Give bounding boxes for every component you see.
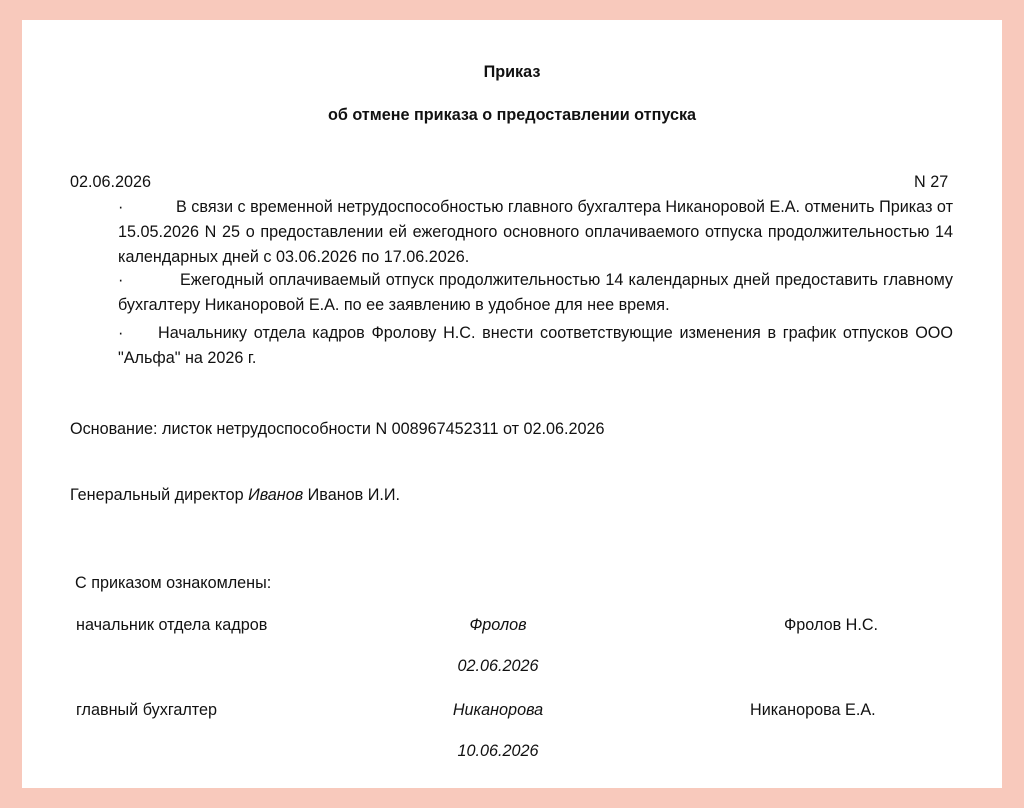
order-item-3 xyxy=(118,321,953,371)
acquainted-date-1: 02.06.2026 xyxy=(457,657,539,675)
director-name: Иванов И.И. xyxy=(307,486,401,504)
order-date: 02.06.2026 xyxy=(70,173,152,191)
order-number: N 27 xyxy=(914,173,949,191)
basis-line: Основание: листок нетрудоспособности N 008967452311 от 02.06.2026 xyxy=(70,420,605,438)
bullet-marker: · xyxy=(118,198,124,216)
acquainted-position-2: главный бухгалтер xyxy=(76,701,218,719)
document-subtitle: об отмене приказа о предоставлении отпуска xyxy=(327,106,697,124)
document-title: Приказ xyxy=(483,63,541,81)
order-item-3-text: Начальнику отдела кадров Фролову Н.С. внести соответствующие изменения в график отпусков ООО "Альфа" на 2026 г. xyxy=(118,324,953,367)
acquainted-position-1: начальник отдела кадров xyxy=(76,616,268,634)
order-item-2-text: Ежегодный оплачиваемый отпуск продолжительностью 14 календарных дней предоставить главному бухгалтеру Никаноровой Е.А. по ее заявлению в удобное для нее время. xyxy=(118,271,953,314)
acquainted-signature-2: Никанорова xyxy=(452,701,544,719)
director-signature: Иванов xyxy=(248,486,304,504)
bullet-marker: · xyxy=(118,271,124,289)
order-item-1-text: В связи с временной нетрудоспособностью главного бухгалтера Никаноровой Е.А. отменить Приказ от 15.05.2026 N 25 о предоставлении ей ежегодного основного оплачиваемого отпуска продолжительностью 14 календарных дней с 03.06.2026 по 17.06.2026. xyxy=(118,198,953,266)
acquainted-name-2: Никанорова Е.А. xyxy=(750,701,876,719)
acquainted-heading: С приказом ознакомлены: xyxy=(75,574,272,592)
acquainted-name-1: Фролов Н.С. xyxy=(784,616,879,634)
director-line xyxy=(70,485,400,505)
acquainted-date-2: 10.06.2026 xyxy=(457,742,539,760)
bullet-marker: · xyxy=(118,324,124,342)
acquainted-signature-1: Фролов xyxy=(469,616,527,634)
order-item-1 xyxy=(118,195,953,270)
director-title: Генеральный директор xyxy=(70,486,244,504)
order-item-2 xyxy=(118,268,953,318)
